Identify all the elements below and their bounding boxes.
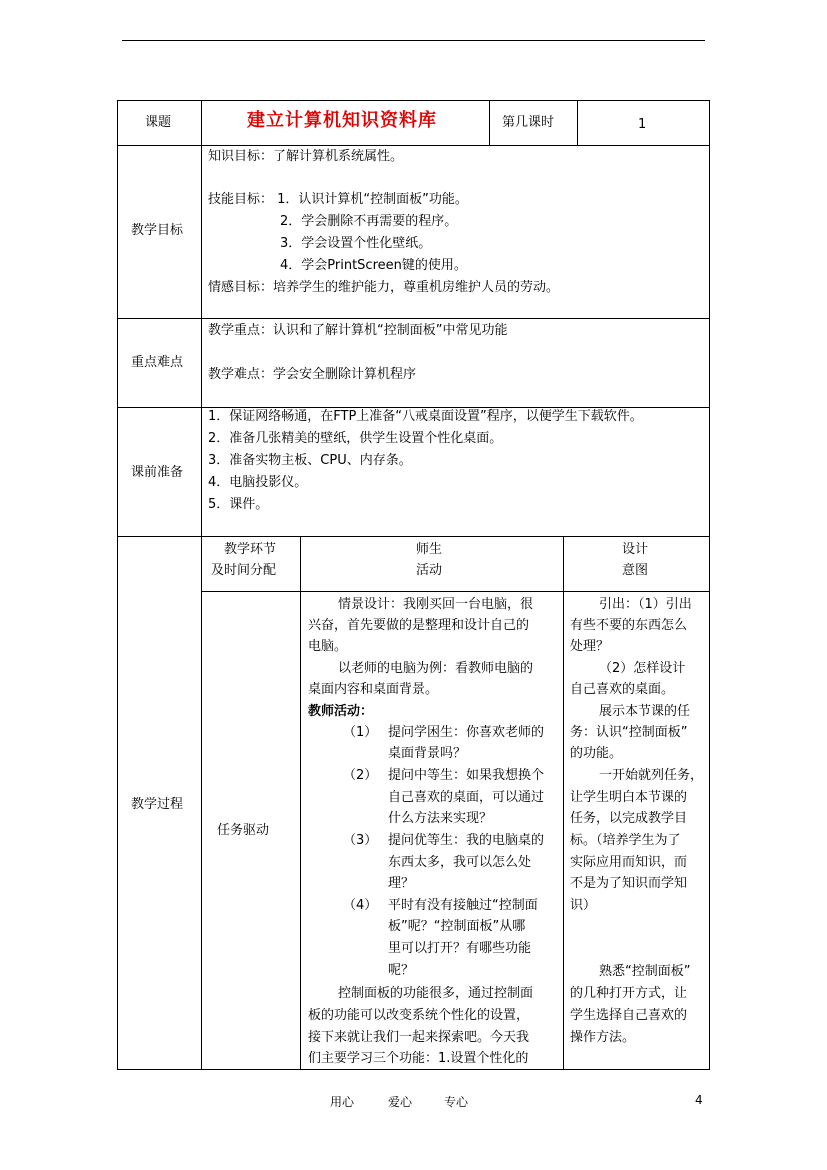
topic-label: 课题 [145,115,172,130]
activity-line: 自己喜欢的桌面，可以通过 [388,790,545,805]
activity-line: 板的功能可以改变系统个性化的设置， [308,1008,530,1023]
header-rule [122,40,705,41]
prep-label: 课前准备 [131,465,184,480]
activity-line: 呢？ [388,963,415,978]
intent-line: 识） [570,898,597,913]
intent-line: 引出：（1）引出 [599,597,692,612]
footer-motto-2: 爱心 [388,1095,413,1109]
goals-label: 教学目标 [131,223,184,238]
activity-line: 什么方法来实现？ [388,811,493,826]
activity-line: 兴奋，首先要做的是整理和设计自己的 [308,618,530,633]
goal-line: 2．学会删除不再需要的程序。 [280,214,458,229]
intent-line: 的几种打开方式，让 [570,986,688,1001]
intent-line: 让学生明白本节课的 [570,790,688,805]
key-point-line: 教学重点：认识和了解计算机“控制面板”中常见功能 [208,323,508,338]
activity-item-number: （2） [343,768,378,783]
activity-line: 提问中等生：如果我想换个 [388,768,545,783]
intent-line: 标。（培养学生为了 [570,833,681,848]
intent-line: 务：认识“控制面板” [570,725,688,740]
activity-line: 平时有没有接触过“控制面 [388,898,538,913]
activity-line: 情景设计：我刚买回一台电脑，很 [338,597,534,612]
activity-line: 提问学困生：你喜欢老师的 [388,725,545,740]
intent-line: 的功能。 [570,746,623,761]
process-label: 教学过程 [131,797,184,812]
intent-line: 任务，以完成教学目 [570,811,688,826]
activity-line: 桌面内容和桌面背景。 [308,682,439,697]
col2-header-line: 师生 [416,542,443,557]
period-value: 1 [638,117,647,132]
col3-header-line: 设计 [622,542,649,557]
activity-item-number: （4） [343,898,378,913]
intent-line: 一开始就列任务， [599,768,704,783]
goal-line: 4．学会PrintScreen键的使用。 [280,258,467,273]
phase-label: 任务驱动 [217,823,270,838]
col3-header-line: 意图 [622,563,649,578]
activity-line: 们主要学习三个功能：1.设置个性化的 [308,1051,529,1066]
lesson-title: 建立计算机知识资料库 [247,110,437,131]
activity-line: 桌面背景吗？ [388,746,467,761]
activity-line: 理？ [388,876,415,891]
prep-line: 1．保证网络畅通，在FTP上准备“八戒桌面设置”程序，以便学生下载软件。 [208,409,643,424]
prep-line: 4．电脑投影仪。 [208,475,308,490]
intent-line: 自己喜欢的桌面。 [570,682,675,697]
activity-item-number: （3） [343,833,378,848]
intent-line: 有些不要的东西怎么 [570,618,688,633]
col2-header-line: 活动 [416,563,443,578]
goal-line: 技能目标： 1．认识计算机“控制面板”功能。 [208,192,468,207]
intent-line: （2）怎样设计 [599,661,686,676]
activity-line: 控制面板的功能很多，通过控制面 [338,986,534,1001]
activity-item-number: （1） [343,725,378,740]
intent-line: 不是为了知识而学知 [570,876,688,891]
intent-line: 熟悉“控制面板” [599,964,691,979]
col1-header-line: 及时间分配 [211,563,277,578]
footer-motto-1: 用心 [330,1095,355,1109]
prep-line: 3．准备实物主板、CPU、内存条。 [208,453,412,468]
activity-line: 板”呢？“控制面板”从哪 [388,919,526,934]
key-points-label: 重点难点 [131,355,184,370]
activity-line: 里可以打开？有哪些功能 [388,941,532,956]
intent-line: 实际应用而知识，而 [570,855,688,870]
intent-line: 处理？ [570,639,610,654]
activity-line: 东西太多，我可以怎么处 [388,855,532,870]
activity-line: 提问优等生：我的电脑桌的 [388,833,545,848]
prep-line: 2．准备几张精美的壁纸，供学生设置个性化桌面。 [208,431,503,446]
activity-heading: 教师活动： [308,704,374,719]
page-number: 4 [695,1093,703,1107]
key-point-line: 教学难点：学会安全删除计算机程序 [208,367,417,382]
period-label: 第几课时 [502,115,555,130]
intent-line: 学生选择自己喜欢的 [570,1008,688,1023]
activity-line: 电脑。 [308,639,348,654]
intent-line: 展示本节课的任 [599,704,691,719]
goal-line: 知识目标：了解计算机系统属性。 [208,149,404,164]
goal-line: 3．学会设置个性化壁纸。 [280,236,432,251]
activity-line: 以老师的电脑为例：看教师电脑的 [338,661,534,676]
footer-motto-3: 专心 [444,1095,469,1109]
col1-header-line: 教学环节 [224,542,277,557]
intent-line: 操作方法。 [570,1030,636,1045]
prep-line: 5．课件。 [208,497,269,512]
activity-line: 接下来就让我们一起来探索吧。今天我 [308,1030,530,1045]
goal-line: 情感目标：培养学生的维护能力，尊重机房维护人员的劳动。 [208,280,560,295]
